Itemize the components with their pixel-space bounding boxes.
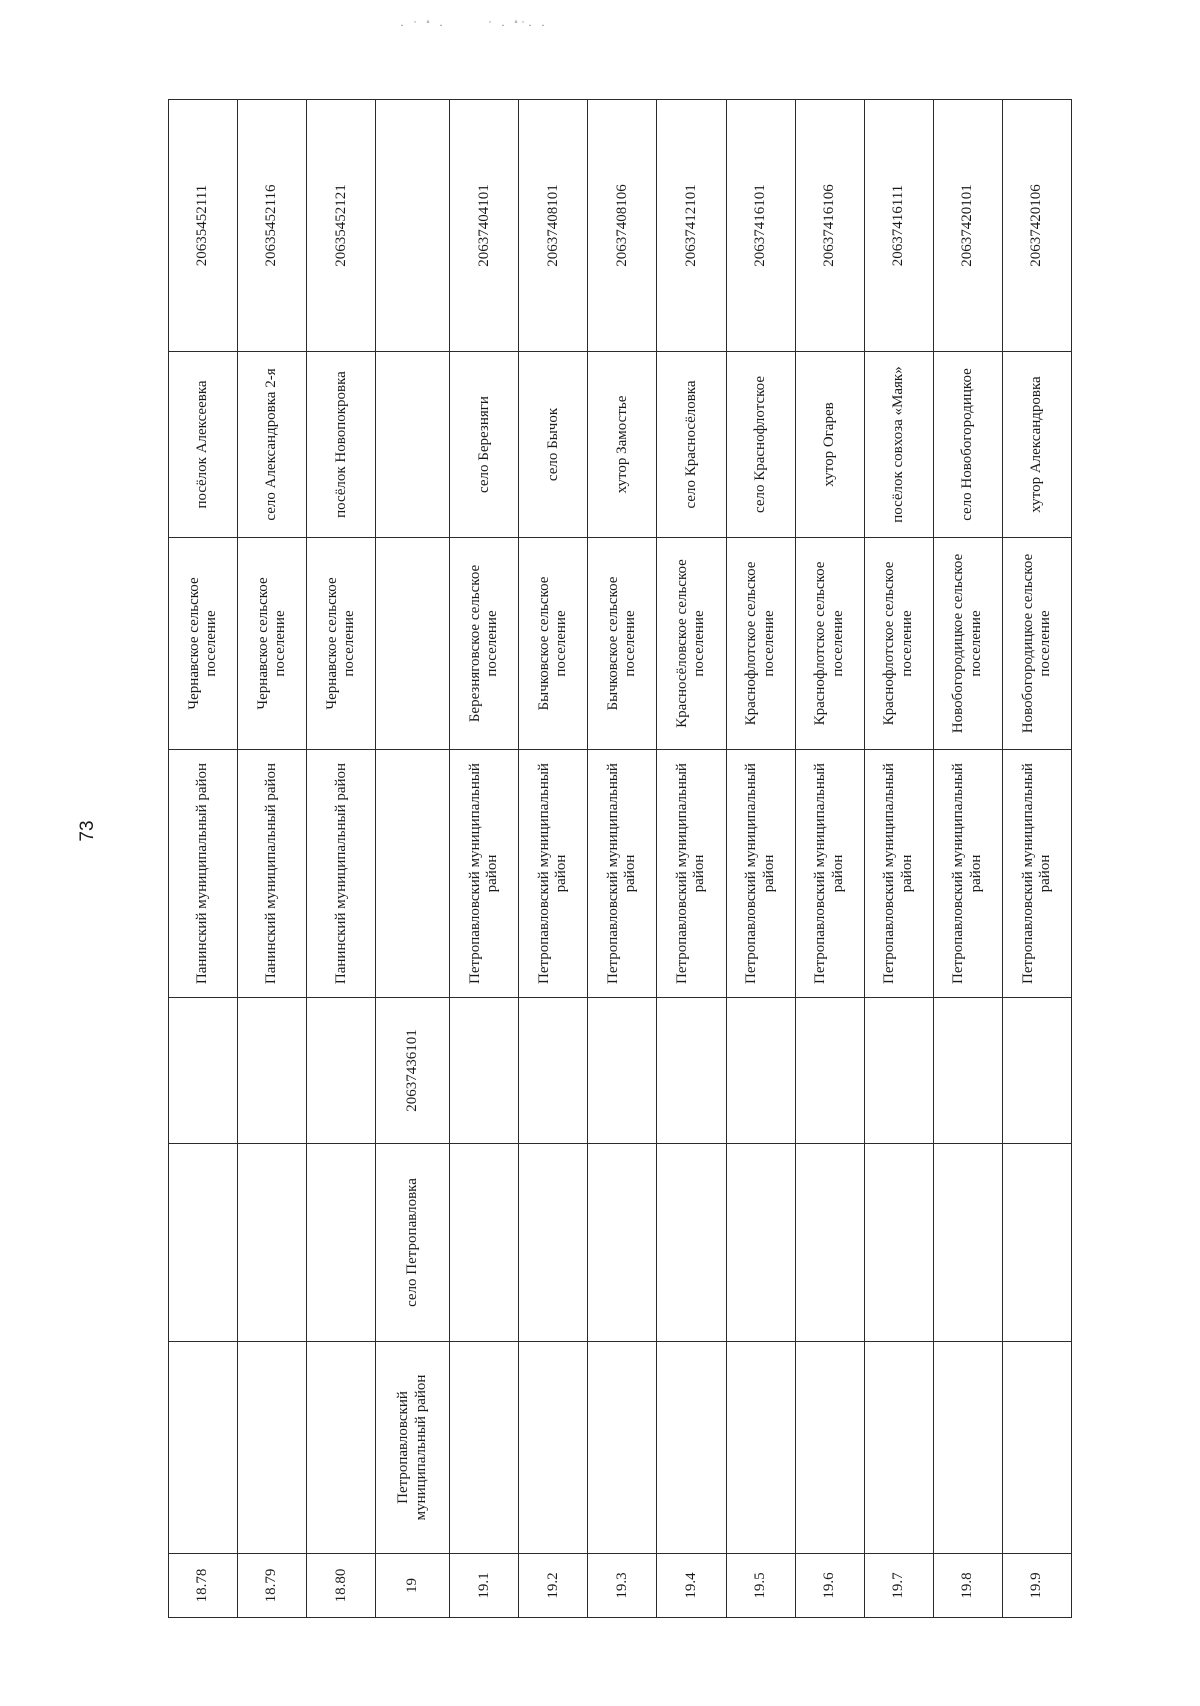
locality-cell: хутор Замостье <box>588 352 657 538</box>
settlement-cell: Краснофлотское сельское поселение <box>795 538 864 750</box>
admin-center-oktmo-cell <box>238 998 307 1144</box>
row-number-cell: 18.79 <box>238 1554 307 1618</box>
municipality-cell: Петропавловский муниципальный район <box>795 750 864 998</box>
municipality-cell: Петропавловский муниципальный район <box>588 750 657 998</box>
row-number-cell: 19.2 <box>519 1554 588 1618</box>
admin-center-cell <box>864 1144 933 1342</box>
admin-center-oktmo-cell <box>726 998 795 1144</box>
admin-center-oktmo-cell <box>1002 998 1071 1144</box>
oktmo-code-cell: 20637404101 <box>450 100 519 352</box>
admin-center-oktmo-cell: 20637436101 <box>376 998 450 1144</box>
oktmo-code-cell: 20637416111 <box>864 100 933 352</box>
table-row <box>376 100 450 1618</box>
table-row <box>933 100 1002 1618</box>
table-row <box>519 100 588 1618</box>
scan-artifact: · ˙ ˚ · ˙ · ˚˙· · <box>400 18 548 32</box>
table-row <box>795 100 864 1618</box>
municipality-cell: Петропавловский муниципальный район <box>450 750 519 998</box>
row-number-cell: 19.7 <box>864 1554 933 1618</box>
admin-center-cell <box>1002 1144 1071 1342</box>
admin-center-cell <box>588 1144 657 1342</box>
table-row <box>657 100 726 1618</box>
district-cell <box>933 1342 1002 1554</box>
locality-cell: село Красносёловка <box>657 352 726 538</box>
district-cell <box>1002 1342 1071 1554</box>
oktmo-code-cell: 20637408101 <box>519 100 588 352</box>
admin-center-oktmo-cell <box>307 998 376 1144</box>
row-number-cell: 19.5 <box>726 1554 795 1618</box>
table-row <box>588 100 657 1618</box>
district-cell <box>657 1342 726 1554</box>
row-number-cell: 18.78 <box>169 1554 238 1618</box>
admin-center-oktmo-cell <box>450 998 519 1144</box>
registry-table <box>168 99 1072 1618</box>
district-cell <box>238 1342 307 1554</box>
oktmo-code-cell: 20637416106 <box>795 100 864 352</box>
admin-center-oktmo-cell <box>933 998 1002 1144</box>
district-cell <box>450 1342 519 1554</box>
oktmo-code-cell: 20637408106 <box>588 100 657 352</box>
settlement-cell: Краснофлотское сельское поселение <box>726 538 795 750</box>
settlement-cell <box>376 538 450 750</box>
settlement-cell: Красносёловское сельское поселение <box>657 538 726 750</box>
district-cell <box>726 1342 795 1554</box>
locality-cell: посёлок Алексеевка <box>169 352 238 538</box>
row-number-cell: 19.9 <box>1002 1554 1071 1618</box>
admin-center-cell <box>657 1144 726 1342</box>
table-row <box>450 100 519 1618</box>
locality-cell <box>376 352 450 538</box>
admin-center-cell <box>450 1144 519 1342</box>
admin-center-cell <box>169 1144 238 1342</box>
admin-center-cell <box>519 1144 588 1342</box>
municipality-cell: Панинский муниципальный район <box>307 750 376 998</box>
table-row <box>864 100 933 1618</box>
oktmo-code-cell: 20637412101 <box>657 100 726 352</box>
admin-center-cell <box>795 1144 864 1342</box>
settlement-cell: Новобогородицкое сельское поселение <box>933 538 1002 750</box>
row-number-cell: 19 <box>376 1554 450 1618</box>
admin-center-cell <box>933 1144 1002 1342</box>
municipality-cell: Панинский муниципальный район <box>238 750 307 998</box>
oktmo-code-cell: 20637420106 <box>1002 100 1071 352</box>
table-row <box>238 100 307 1618</box>
table-row <box>307 100 376 1618</box>
municipality-cell: Панинский муниципальный район <box>169 750 238 998</box>
oktmo-code-cell: 20637420101 <box>933 100 1002 352</box>
municipality-cell <box>376 750 450 998</box>
municipality-cell: Петропавловский муниципальный район <box>726 750 795 998</box>
admin-center-oktmo-cell <box>519 998 588 1144</box>
row-number-cell: 19.4 <box>657 1554 726 1618</box>
locality-cell: село Бычок <box>519 352 588 538</box>
municipality-cell: Петропавловский муниципальный район <box>1002 750 1071 998</box>
settlement-cell: Чернавское сельское поселение <box>238 538 307 750</box>
municipality-cell: Петропавловский муниципальный район <box>864 750 933 998</box>
locality-cell: село Александровка 2-я <box>238 352 307 538</box>
row-number-cell: 19.1 <box>450 1554 519 1618</box>
admin-center-oktmo-cell <box>657 998 726 1144</box>
row-number-cell: 19.8 <box>933 1554 1002 1618</box>
locality-cell: хутор Александровка <box>1002 352 1071 538</box>
registry-table-frame <box>168 100 1072 1618</box>
district-cell: Петропавловский муниципальный район <box>376 1342 450 1554</box>
district-cell <box>795 1342 864 1554</box>
table-row <box>169 100 238 1618</box>
locality-cell: посёлок Новопокровка <box>307 352 376 538</box>
oktmo-code-cell: 20635452111 <box>169 100 238 352</box>
admin-center-cell <box>726 1144 795 1342</box>
row-number-cell: 19.3 <box>588 1554 657 1618</box>
admin-center-oktmo-cell <box>864 998 933 1144</box>
settlement-cell: Бычковское сельское поселение <box>519 538 588 750</box>
page-number: 73 <box>77 820 98 842</box>
registry-table-body <box>169 100 1072 1618</box>
oktmo-code-cell: 20635452116 <box>238 100 307 352</box>
admin-center-cell <box>307 1144 376 1342</box>
oktmo-code-cell: 20637416101 <box>726 100 795 352</box>
oktmo-code-cell: 20635452121 <box>307 100 376 352</box>
oktmo-code-cell <box>376 100 450 352</box>
table-row <box>1002 100 1071 1618</box>
locality-cell: село Краснофлотское <box>726 352 795 538</box>
locality-cell: село Березняги <box>450 352 519 538</box>
district-cell <box>307 1342 376 1554</box>
settlement-cell: Новобогородицкое сельское поселение <box>1002 538 1071 750</box>
locality-cell: посёлок совхоза «Маяк» <box>864 352 933 538</box>
settlement-cell: Чернавское сельское поселение <box>307 538 376 750</box>
municipality-cell: Петропавловский муниципальный район <box>519 750 588 998</box>
district-cell <box>519 1342 588 1554</box>
row-number-cell: 19.6 <box>795 1554 864 1618</box>
admin-center-oktmo-cell <box>588 998 657 1144</box>
admin-center-oktmo-cell <box>169 998 238 1144</box>
row-number-cell: 18.80 <box>307 1554 376 1618</box>
district-cell <box>864 1342 933 1554</box>
admin-center-oktmo-cell <box>795 998 864 1144</box>
municipality-cell: Петропавловский муниципальный район <box>933 750 1002 998</box>
admin-center-cell: село Петропавловка <box>376 1144 450 1342</box>
district-cell <box>588 1342 657 1554</box>
table-row <box>726 100 795 1618</box>
settlement-cell: Бычковское сельское поселение <box>588 538 657 750</box>
municipality-cell: Петропавловский муниципальный район <box>657 750 726 998</box>
settlement-cell: Березняговское сельское поселение <box>450 538 519 750</box>
locality-cell: село Новобогородицкое <box>933 352 1002 538</box>
admin-center-cell <box>238 1144 307 1342</box>
district-cell <box>169 1342 238 1554</box>
settlement-cell: Чернавское сельское поселение <box>169 538 238 750</box>
locality-cell: хутор Огарев <box>795 352 864 538</box>
settlement-cell: Краснофлотское сельское поселение <box>864 538 933 750</box>
